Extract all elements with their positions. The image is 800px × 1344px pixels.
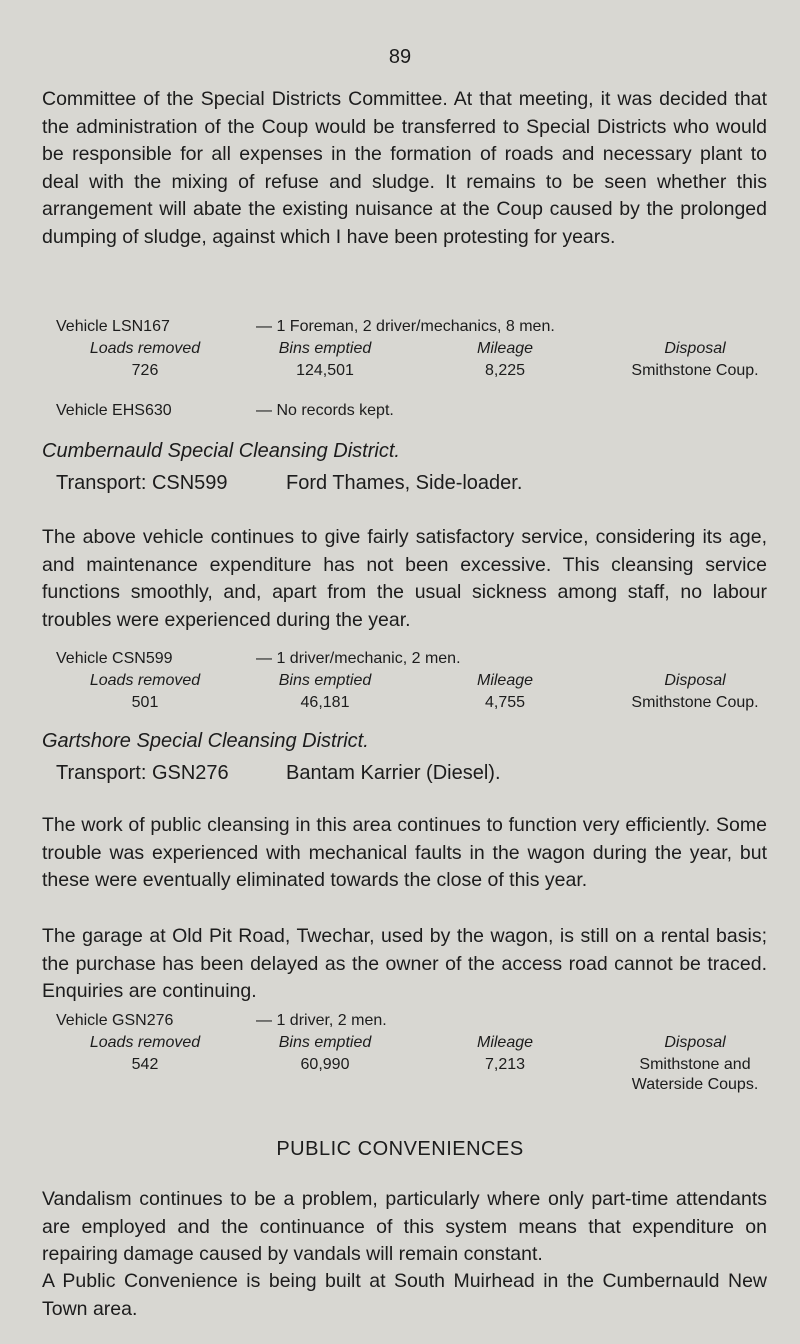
vehicle-id: Vehicle GSN276 (56, 1012, 174, 1029)
value-mileage: 7,213 (484, 1056, 526, 1073)
value-bins: 124,501 (296, 362, 354, 379)
header-mileage: Mileage (476, 1034, 534, 1051)
vehicle-gsn276-line (56, 1012, 387, 1030)
header-loads: Loads removed (89, 340, 201, 357)
header-mileage: Mileage (476, 672, 534, 689)
transport-label: Transport: GSN276 (56, 762, 229, 784)
value-disposal-line-2: Waterside Coups. (631, 1076, 759, 1093)
value-disposal-line-1: Smithstone and (639, 1056, 751, 1073)
header-disposal: Disposal (664, 672, 726, 689)
public-paragraph-2: A Public Convenience is being built at South Muirhead in the Cumbernauld New Town area. (42, 1270, 767, 1320)
gartshore-paragraph-1: The work of public cleansing in this area continues to function very efficiently. Some trouble was experienced with mechanical faults in the wagon during the year, but these were eventually eliminated towards the close of this year. (42, 814, 767, 892)
value-loads: 501 (131, 694, 159, 711)
vehicle-crew: — 1 Foreman, 2 driver/mechanics, 8 men. (256, 318, 555, 335)
vehicle-id: Vehicle CSN599 (56, 650, 173, 667)
public-conveniences-heading: PUBLIC CONVENIENCES (276, 1138, 524, 1160)
vehicle-id: Vehicle EHS630 (56, 402, 172, 419)
value-loads: 542 (131, 1056, 159, 1073)
transport-desc: Ford Thames, Side-loader. (286, 472, 523, 494)
value-disposal: Smithstone Coup. (631, 362, 759, 379)
transport-desc: Bantam Karrier (Diesel). (286, 762, 501, 784)
header-disposal: Disposal (664, 340, 726, 357)
vehicle-ehs630-line (56, 402, 394, 420)
cumbernauld-paragraph: The above vehicle continues to give fairly satisfactory service, considering its age, and maintenance expenditure has not been excessive. This cleansing service functions smoothly, and, apart from the usual sickness among staff, no labour troubles were experienced during the year. (42, 526, 767, 631)
value-disposal: Smithstone Coup. (631, 694, 759, 711)
gartshore-paragraph-2: The garage at Old Pit Road, Twechar, used by the wagon, is still on a rental basis; the purchase has been delayed as the owner of the access road cannot be traced. Enquiries are continuing. (42, 925, 767, 1003)
vehicle-note: — No records kept. (256, 402, 394, 419)
page-number: 89 (388, 46, 412, 68)
vehicle-lsn167-line (56, 318, 555, 336)
header-loads: Loads removed (89, 672, 201, 689)
gartshore-transport (56, 762, 501, 785)
value-bins: 60,990 (300, 1056, 350, 1073)
public-paragraph-1: Vandalism continues to be a problem, particularly where only part-time attendants are employed and the continuance of this system means that expenditure on repairing damage caused by vandals will remain constant. (42, 1188, 767, 1266)
cumbernauld-transport (56, 472, 523, 495)
intro-paragraph: Committee of the Special Districts Committee. At that meeting, it was decided that the administration of the Coup would be transferred to Special Districts who would be responsible for all expenses in the formation of roads and necessary plant to deal with the mixing of refuse and sludge. It remains to be seen whether this arrangement will abate the existing nuisance at the Coup caused by the prolonged dumping of sludge, against which I have been protesting for years. (42, 88, 767, 248)
header-bins: Bins emptied (278, 672, 372, 689)
vehicle-crew: — 1 driver, 2 men. (256, 1012, 387, 1029)
header-disposal: Disposal (664, 1034, 726, 1051)
value-bins: 46,181 (300, 694, 350, 711)
vehicle-id: Vehicle LSN167 (56, 318, 170, 335)
gartshore-heading: Gartshore Special Cleansing District. (42, 730, 369, 752)
cumbernauld-heading: Cumbernauld Special Cleansing District. (42, 440, 400, 462)
header-mileage: Mileage (476, 340, 534, 357)
header-bins: Bins emptied (278, 1034, 372, 1051)
value-loads: 726 (131, 362, 159, 379)
header-loads: Loads removed (89, 1034, 201, 1051)
transport-label: Transport: CSN599 (56, 472, 228, 494)
value-mileage: 8,225 (484, 362, 526, 379)
vehicle-csn599-line (56, 650, 461, 668)
header-bins: Bins emptied (278, 340, 372, 357)
value-mileage: 4,755 (484, 694, 526, 711)
vehicle-crew: — 1 driver/mechanic, 2 men. (256, 650, 461, 667)
